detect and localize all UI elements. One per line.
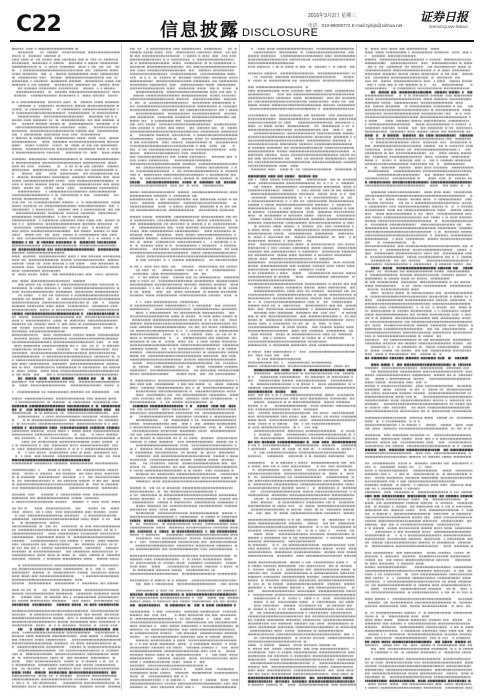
article-column-3 xyxy=(246,44,358,690)
article-column-1 xyxy=(10,44,122,690)
column-3-text-texture xyxy=(246,44,357,690)
column-4-text-texture xyxy=(363,44,474,690)
section-title-cn: 信息披露 xyxy=(160,20,240,41)
column-1-text-texture xyxy=(10,44,121,690)
section-title-en: DISCLOSURE xyxy=(242,27,319,39)
article-columns xyxy=(10,44,474,690)
section-title xyxy=(160,16,319,42)
column-2-text-texture xyxy=(128,44,239,690)
masthead xyxy=(10,0,474,42)
issue-date: 2016年3月2日 星期三 xyxy=(308,13,357,19)
article-column-2 xyxy=(128,44,240,690)
masthead-meta xyxy=(308,8,468,36)
newspaper-logo: 证券日报 xyxy=(419,10,468,24)
newspaper-logo-sub: ZHENGQUAN RIBAO xyxy=(428,24,468,29)
article-column-4 xyxy=(363,44,474,690)
page-number: C22 xyxy=(16,12,62,37)
contact-info: 电话：010-88009772 E-mail:zjxbjs@xinhua.net xyxy=(308,23,403,28)
